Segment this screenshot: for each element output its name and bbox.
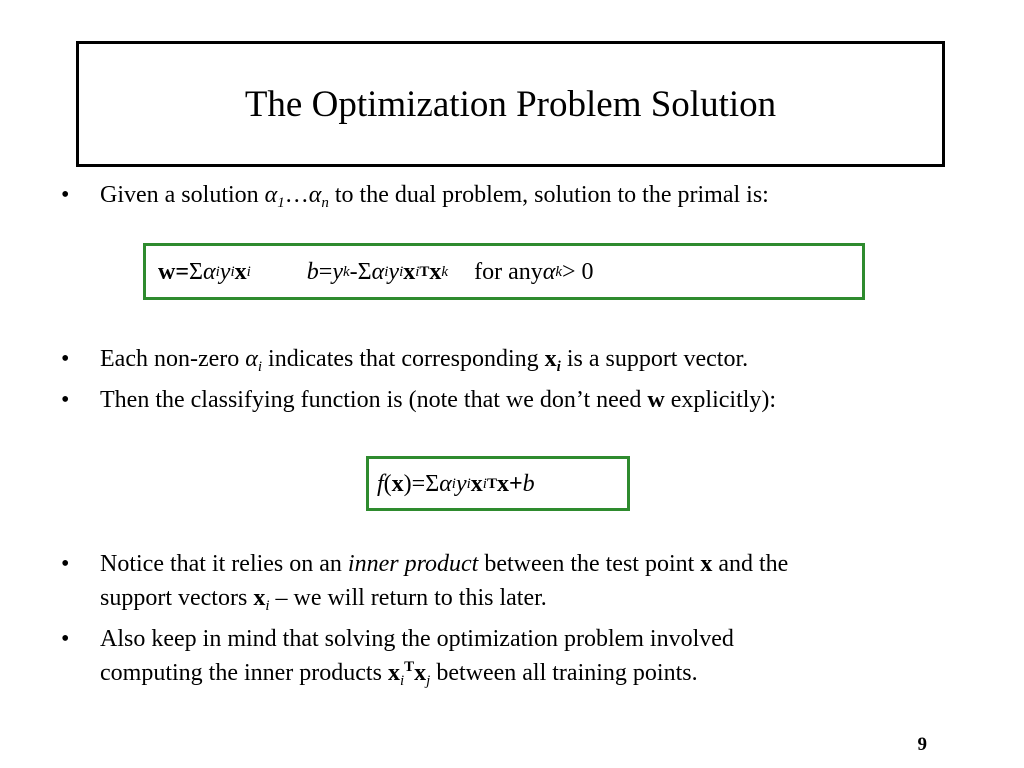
bullet-marker: • [61,346,70,372]
bullet-marker: • [61,182,70,208]
bullet-marker: • [61,387,70,413]
page-number: 9 [917,734,927,755]
bullet-nonzero-alpha: Each non-zero $\alpha_i$ indicates that corresponding $x_i$ is a support vector. [100,346,749,375]
bullet-marker: • [61,626,70,652]
primal-solution-formula: w = Σ α i y i x i b = y k - Σ α i y i x i T x k for any α k > 0 [143,243,865,300]
bullet-marker: • [61,551,70,577]
slide-title: The Optimization Problem Solution [244,83,777,125]
bullet-training-inner-products: Also keep in mind that solving the optimization problem involved computing the inner products $x_i^Tx_j$ between all training points. [100,626,734,689]
bullet-classifying-function: Then the classifying function is (note that we don’t need w explicitly): [100,387,777,413]
classifier-formula: f ( x ) = Σ α i y i x i T x + b [366,456,630,511]
bullet-inner-product: Notice that it relies on an inner product between the test point x and the support vectors $x_i$ – we will return to this later. [100,551,789,614]
bullet-given-solution: Given a solution $\alpha_1\dots\alpha_n$ to the dual problem, solution to the primal is: [100,182,769,211]
title-box [76,41,945,167]
